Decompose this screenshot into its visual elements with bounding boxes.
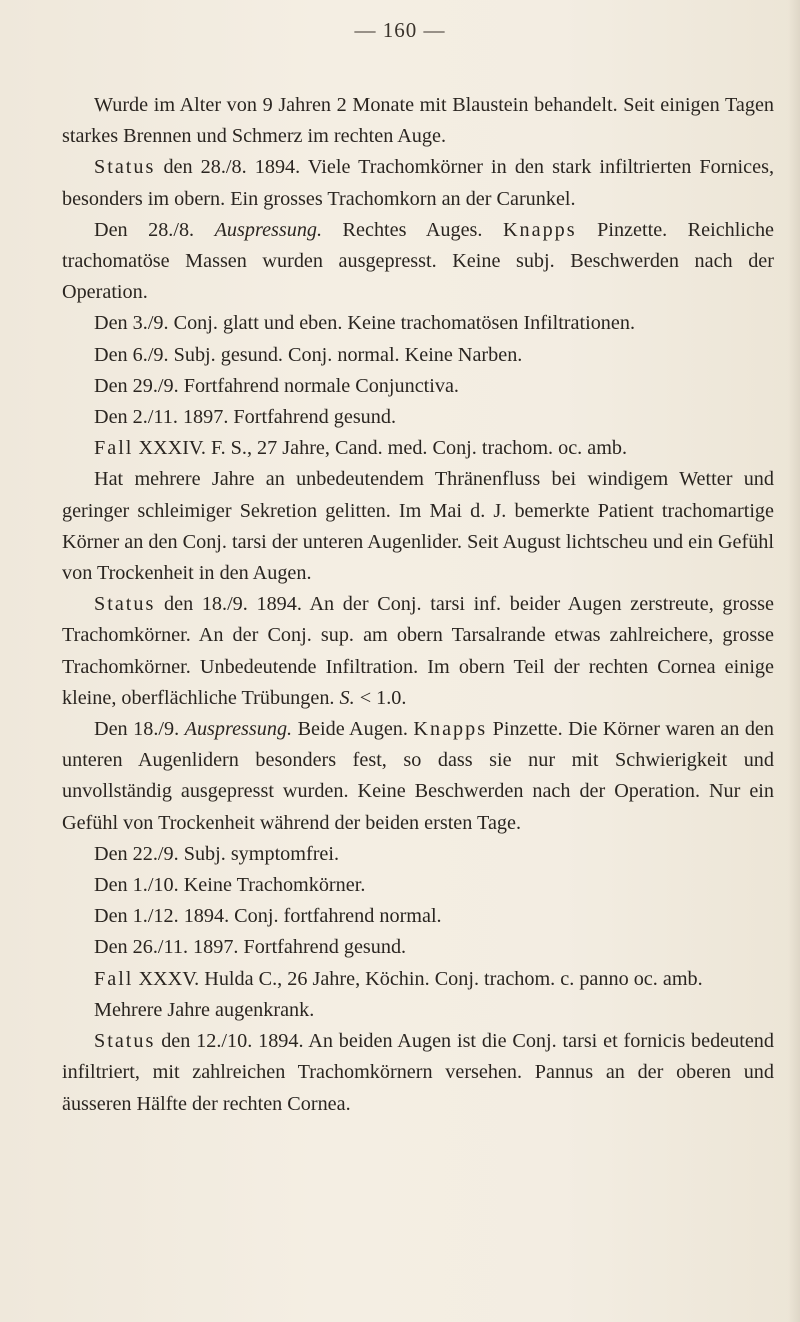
paragraph xyxy=(62,901,774,932)
paragraph xyxy=(62,402,774,433)
paragraph xyxy=(62,995,774,1026)
text-segment: < 1.0. xyxy=(354,686,407,709)
text-segment: Den 3./9. Conj. glatt und eben. Keine trachomatösen Infiltrationen. xyxy=(94,312,635,335)
text-segment: Den 1./10. Keine Trachomkörner. xyxy=(94,874,366,897)
spaced-text: Status xyxy=(94,156,156,179)
text-segment: Den 2./11. 1897. Fortfahrend gesund. xyxy=(94,406,397,429)
text-segment: Den 29./9. Fortfahrend normale Conjunctiva. xyxy=(94,374,459,397)
text-segment: Den 18./9. xyxy=(94,718,185,741)
text-segment: Hat mehrere Jahre an unbedeutendem Thränenfluss bei windigem Wetter und geringer schleimiger Sekretion gelitten. Im Mai d. J. bemerkte Patient trachomartige Körner an den Conj. tarsi der unteren Augenlider. Seit August lichtscheu und ein Gefühl von Trockenheit in den Augen. xyxy=(62,468,774,585)
text-segment: Den 26./11. 1897. Fortfahrend gesund. xyxy=(94,936,407,959)
spaced-text: Knapps xyxy=(413,718,488,741)
text-segment: XXXV. Hulda C., 26 Jahre, Köchin. Conj. trachom. c. panno oc. amb. xyxy=(133,967,703,990)
spaced-text: Status xyxy=(94,593,156,616)
paragraph xyxy=(62,371,774,402)
text-segment: Den 1./12. 1894. Conj. fortfahrend normal. xyxy=(94,905,442,928)
text-segment: den 18./9. 1894. An der Conj. tarsi inf. beider Augen zerstreute, grosse Trachomkörner. An der Conj. sup. am obern Tarsalrande etwas zahlreichere, grosse Trachomkörner. Unbedeutende Infiltration. Im obern Teil der rechten Cornea einige kleine, oberflächliche Trübungen. xyxy=(62,593,774,709)
text-segment: Den 28./8. xyxy=(94,218,215,241)
text-segment: XXXIV. F. S., 27 Jahre, Cand. med. Conj. trachom. oc. amb. xyxy=(133,437,628,460)
text-segment: Wurde im Alter von 9 Jahren 2 Monate mit Blaustein behandelt. Seit einigen Tagen starkes Brennen und Schmerz im rechten Auge. xyxy=(62,94,774,148)
body-text xyxy=(62,90,774,1120)
spaced-text: Knapps xyxy=(502,218,577,241)
text-segment: Pinzette. Reichliche trachomatöse Massen wurden ausgepresst. Keine subj. Beschwerden nach der Operation. xyxy=(62,218,774,304)
paragraph xyxy=(62,714,774,839)
paragraph xyxy=(62,870,774,901)
paragraph xyxy=(62,340,774,371)
text-segment: Mehrere Jahre augenkrank. xyxy=(94,998,315,1021)
paragraph xyxy=(62,152,774,214)
italic-text: Auspressung. xyxy=(184,718,293,741)
paragraph xyxy=(62,1026,774,1120)
italic-text: S. xyxy=(339,686,355,709)
paragraph xyxy=(62,215,774,309)
paragraph xyxy=(62,964,774,995)
paragraph xyxy=(62,932,774,963)
paragraph xyxy=(62,839,774,870)
spaced-text: Status xyxy=(94,1030,156,1053)
paragraph xyxy=(62,90,774,152)
text-segment: Rechtes Auges. xyxy=(322,218,503,241)
text-segment: Pinzette. Die Körner waren an den unteren Augenlidern besonders fest, so dass sie nur mit Schwierigkeit und unvollständig ausgepresst wurden. Keine Beschwerden nach der Operation. Nur ein Gefühl von Trockenheit während der beiden ersten Tage. xyxy=(62,718,774,834)
page-edge-shadow xyxy=(788,0,800,1322)
paragraph xyxy=(62,308,774,339)
italic-text: Auspressung. xyxy=(214,218,323,241)
spaced-text: Fall xyxy=(94,437,134,460)
page-number: — 160 — xyxy=(354,18,446,42)
paragraph xyxy=(62,464,774,589)
paragraph xyxy=(62,433,774,464)
text-segment: den 12./10. 1894. An beiden Augen ist die Conj. tarsi et fornicis bedeutend infiltriert, mit zahlreichen Trachomkörnern versehen. Pannus an der oberen und äusseren Hälfte der rechten Cornea. xyxy=(62,1030,774,1115)
text-segment: Den 6./9. Subj. gesund. Conj. normal. Keine Narben. xyxy=(94,343,523,366)
text-segment: Den 22./9. Subj. symptomfrei. xyxy=(94,842,340,865)
text-segment: den 28./8. 1894. Viele Trachomkörner in den stark infiltrierten Fornices, besonders im obern. Ein grosses Trachomkorn an der Carunkel. xyxy=(62,156,774,210)
text-segment: Beide Augen. xyxy=(292,718,414,741)
spaced-text: Fall xyxy=(94,967,134,990)
paragraph xyxy=(62,589,774,714)
